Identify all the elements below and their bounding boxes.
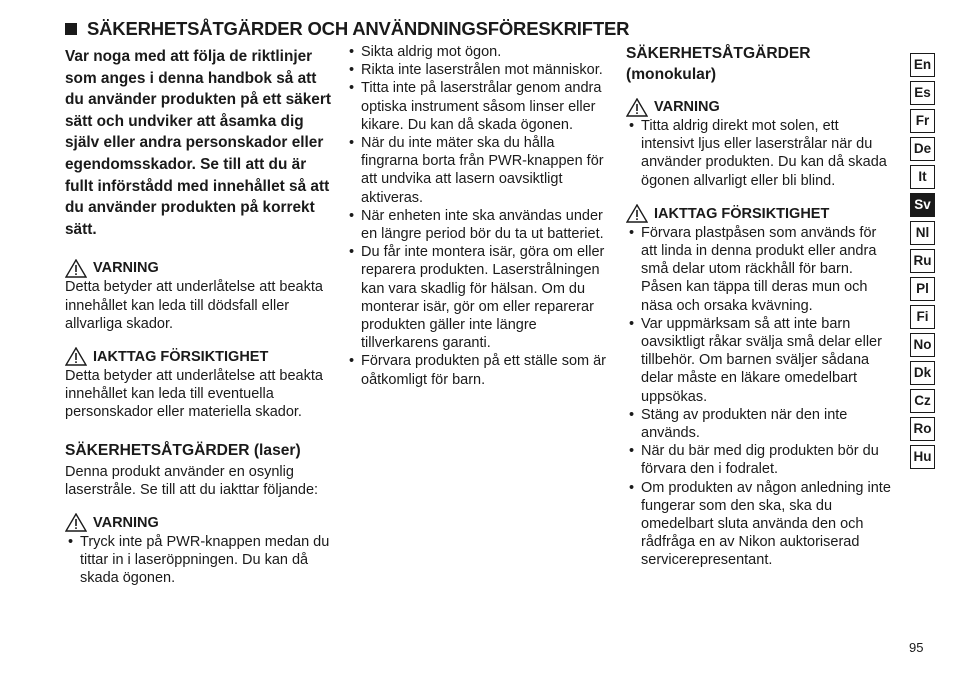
column-1 bbox=[65, 46, 333, 588]
language-tab-dk[interactable]: Dk bbox=[910, 361, 935, 385]
monocular-section-heading: SÄKERHETSÅTGÄRDER (monokular) bbox=[626, 45, 811, 83]
language-tab-nl[interactable]: Nl bbox=[910, 221, 935, 245]
laser-section-heading: SÄKERHETSÅTGÄRDER (laser) bbox=[65, 441, 301, 459]
language-tab-es[interactable]: Es bbox=[910, 81, 935, 105]
warning-triangle-icon bbox=[626, 204, 648, 223]
intro-text: Var noga med att följa de riktlinjer som anges i denna handbok så att du använder produkten på ett säkert sätt och undviker att åsamka dig själv eller andra personskador eller egendomsskador. Se till att du är fullt införstådd med innehållet så att du använder produkten på korrekt sätt. bbox=[65, 48, 331, 238]
list-item: • Om produkten av någon anledning inte fungerar som den ska, ska du omedelbart sluta använda den och rådfråga en av Nikon auktoriserad servicerepresentant. bbox=[626, 479, 894, 570]
column-3 bbox=[626, 46, 894, 570]
warning-triangle-icon bbox=[626, 98, 648, 117]
caution-definition-text: Detta betyder att underlåtelse att beakta innehållet kan leda till eventuella personskador eller materiella skador. bbox=[65, 367, 323, 421]
column-2 bbox=[346, 43, 608, 389]
language-tab-cz[interactable]: Cz bbox=[910, 389, 935, 413]
monocular-caution-heading: IAKTTAG FÖRSIKTIGHET bbox=[626, 204, 894, 224]
language-tab-ro[interactable]: Ro bbox=[910, 417, 935, 441]
page-title-text: SÄKERHETSÅTGÄRDER OCH ANVÄNDNINGSFÖRESKRIFTER bbox=[87, 18, 630, 39]
list-item: • Tryck inte på PWR-knappen medan du tittar in i laseröppningen. Du kan då skada ögonen. bbox=[65, 533, 333, 588]
list-item: • Förvara produkten på ett ställe som är oåtkomligt för barn. bbox=[346, 352, 608, 388]
warning-triangle-icon bbox=[65, 347, 87, 366]
list-item: • När du inte mäter ska du hålla fingrarna borta från PWR-knappen för att undvika att lasern oavsiktligt aktiveras. bbox=[346, 134, 608, 207]
language-tab-it[interactable]: It bbox=[910, 165, 935, 189]
language-tab-fi[interactable]: Fi bbox=[910, 305, 935, 329]
language-tab-ru[interactable]: Ru bbox=[910, 249, 935, 273]
caution-definition-heading: IAKTTAG FÖRSIKTIGHET bbox=[65, 347, 333, 367]
language-tabs bbox=[910, 53, 935, 473]
page-title bbox=[65, 18, 629, 40]
laser-warning-heading: VARNING bbox=[65, 513, 333, 533]
language-tab-hu[interactable]: Hu bbox=[910, 445, 935, 469]
laser-warning-list bbox=[65, 533, 333, 588]
monocular-warning-list bbox=[626, 117, 894, 190]
list-item: • Titta aldrig direkt mot solen, ett intensivt ljus eller laserstrålar när du använder produkten. Du kan då skada ögonen allvarligt eller bli blind. bbox=[626, 117, 894, 190]
language-tab-no[interactable]: No bbox=[910, 333, 935, 357]
list-item: • Sikta aldrig mot ögon. bbox=[346, 43, 608, 61]
page-number: 95 bbox=[909, 640, 924, 655]
laser-warning-list-continued bbox=[346, 43, 608, 389]
monocular-warning-heading: VARNING bbox=[626, 97, 894, 117]
list-item: • Titta inte på laserstrålar genom andra optiska instrument såsom linser eller kikare. Du kan då skada ögonen. bbox=[346, 79, 608, 134]
laser-section-text: Denna produkt använder en osynlig laserstråle. Se till att du iakttar följande: bbox=[65, 463, 319, 498]
list-item: • Du får inte montera isär, göra om eller reparera produkten. Laserstrålningen kan vara skadlig för hälsan. Om du monterar isär, gör om eller reparerar produkten gäller inte längre tillverkarens garanti. bbox=[346, 243, 608, 352]
monocular-caution-list bbox=[626, 224, 894, 570]
list-item: • Stäng av produkten när den inte används. bbox=[626, 406, 894, 442]
language-tab-en[interactable]: En bbox=[910, 53, 935, 77]
language-tab-pl[interactable]: Pl bbox=[910, 277, 935, 301]
warning-triangle-icon bbox=[65, 513, 87, 532]
warning-definition-heading: VARNING bbox=[65, 258, 333, 278]
list-item: • När du bär med dig produkten bör du förvara den i fodralet. bbox=[626, 442, 894, 478]
language-tab-de[interactable]: De bbox=[910, 137, 935, 161]
warning-triangle-icon bbox=[65, 259, 87, 278]
language-tab-sv[interactable]: Sv bbox=[910, 193, 935, 217]
list-item: • När enheten inte ska användas under en längre period bör du ta ut batteriet. bbox=[346, 207, 608, 243]
list-item: • Förvara plastpåsen som används för att linda in denna produkt eller andra små delar utom räckhåll för barn. Påsen kan täppa till deras mun och näsa och orsaka kvävning. bbox=[626, 224, 894, 315]
list-item: • Var uppmärksam så att inte barn oavsiktligt råkar svälja små delar eller tillbehör. Om barnen sväljer sådana delar måste en läkare omedelbart uppsökas. bbox=[626, 315, 894, 406]
black-square-icon bbox=[65, 23, 77, 35]
list-item: • Rikta inte laserstrålen mot människor. bbox=[346, 61, 608, 79]
language-tab-fr[interactable]: Fr bbox=[910, 109, 935, 133]
warning-definition-text: Detta betyder att underlåtelse att beakta innehållet kan leda till dödsfall eller allvarliga skador. bbox=[65, 279, 323, 332]
